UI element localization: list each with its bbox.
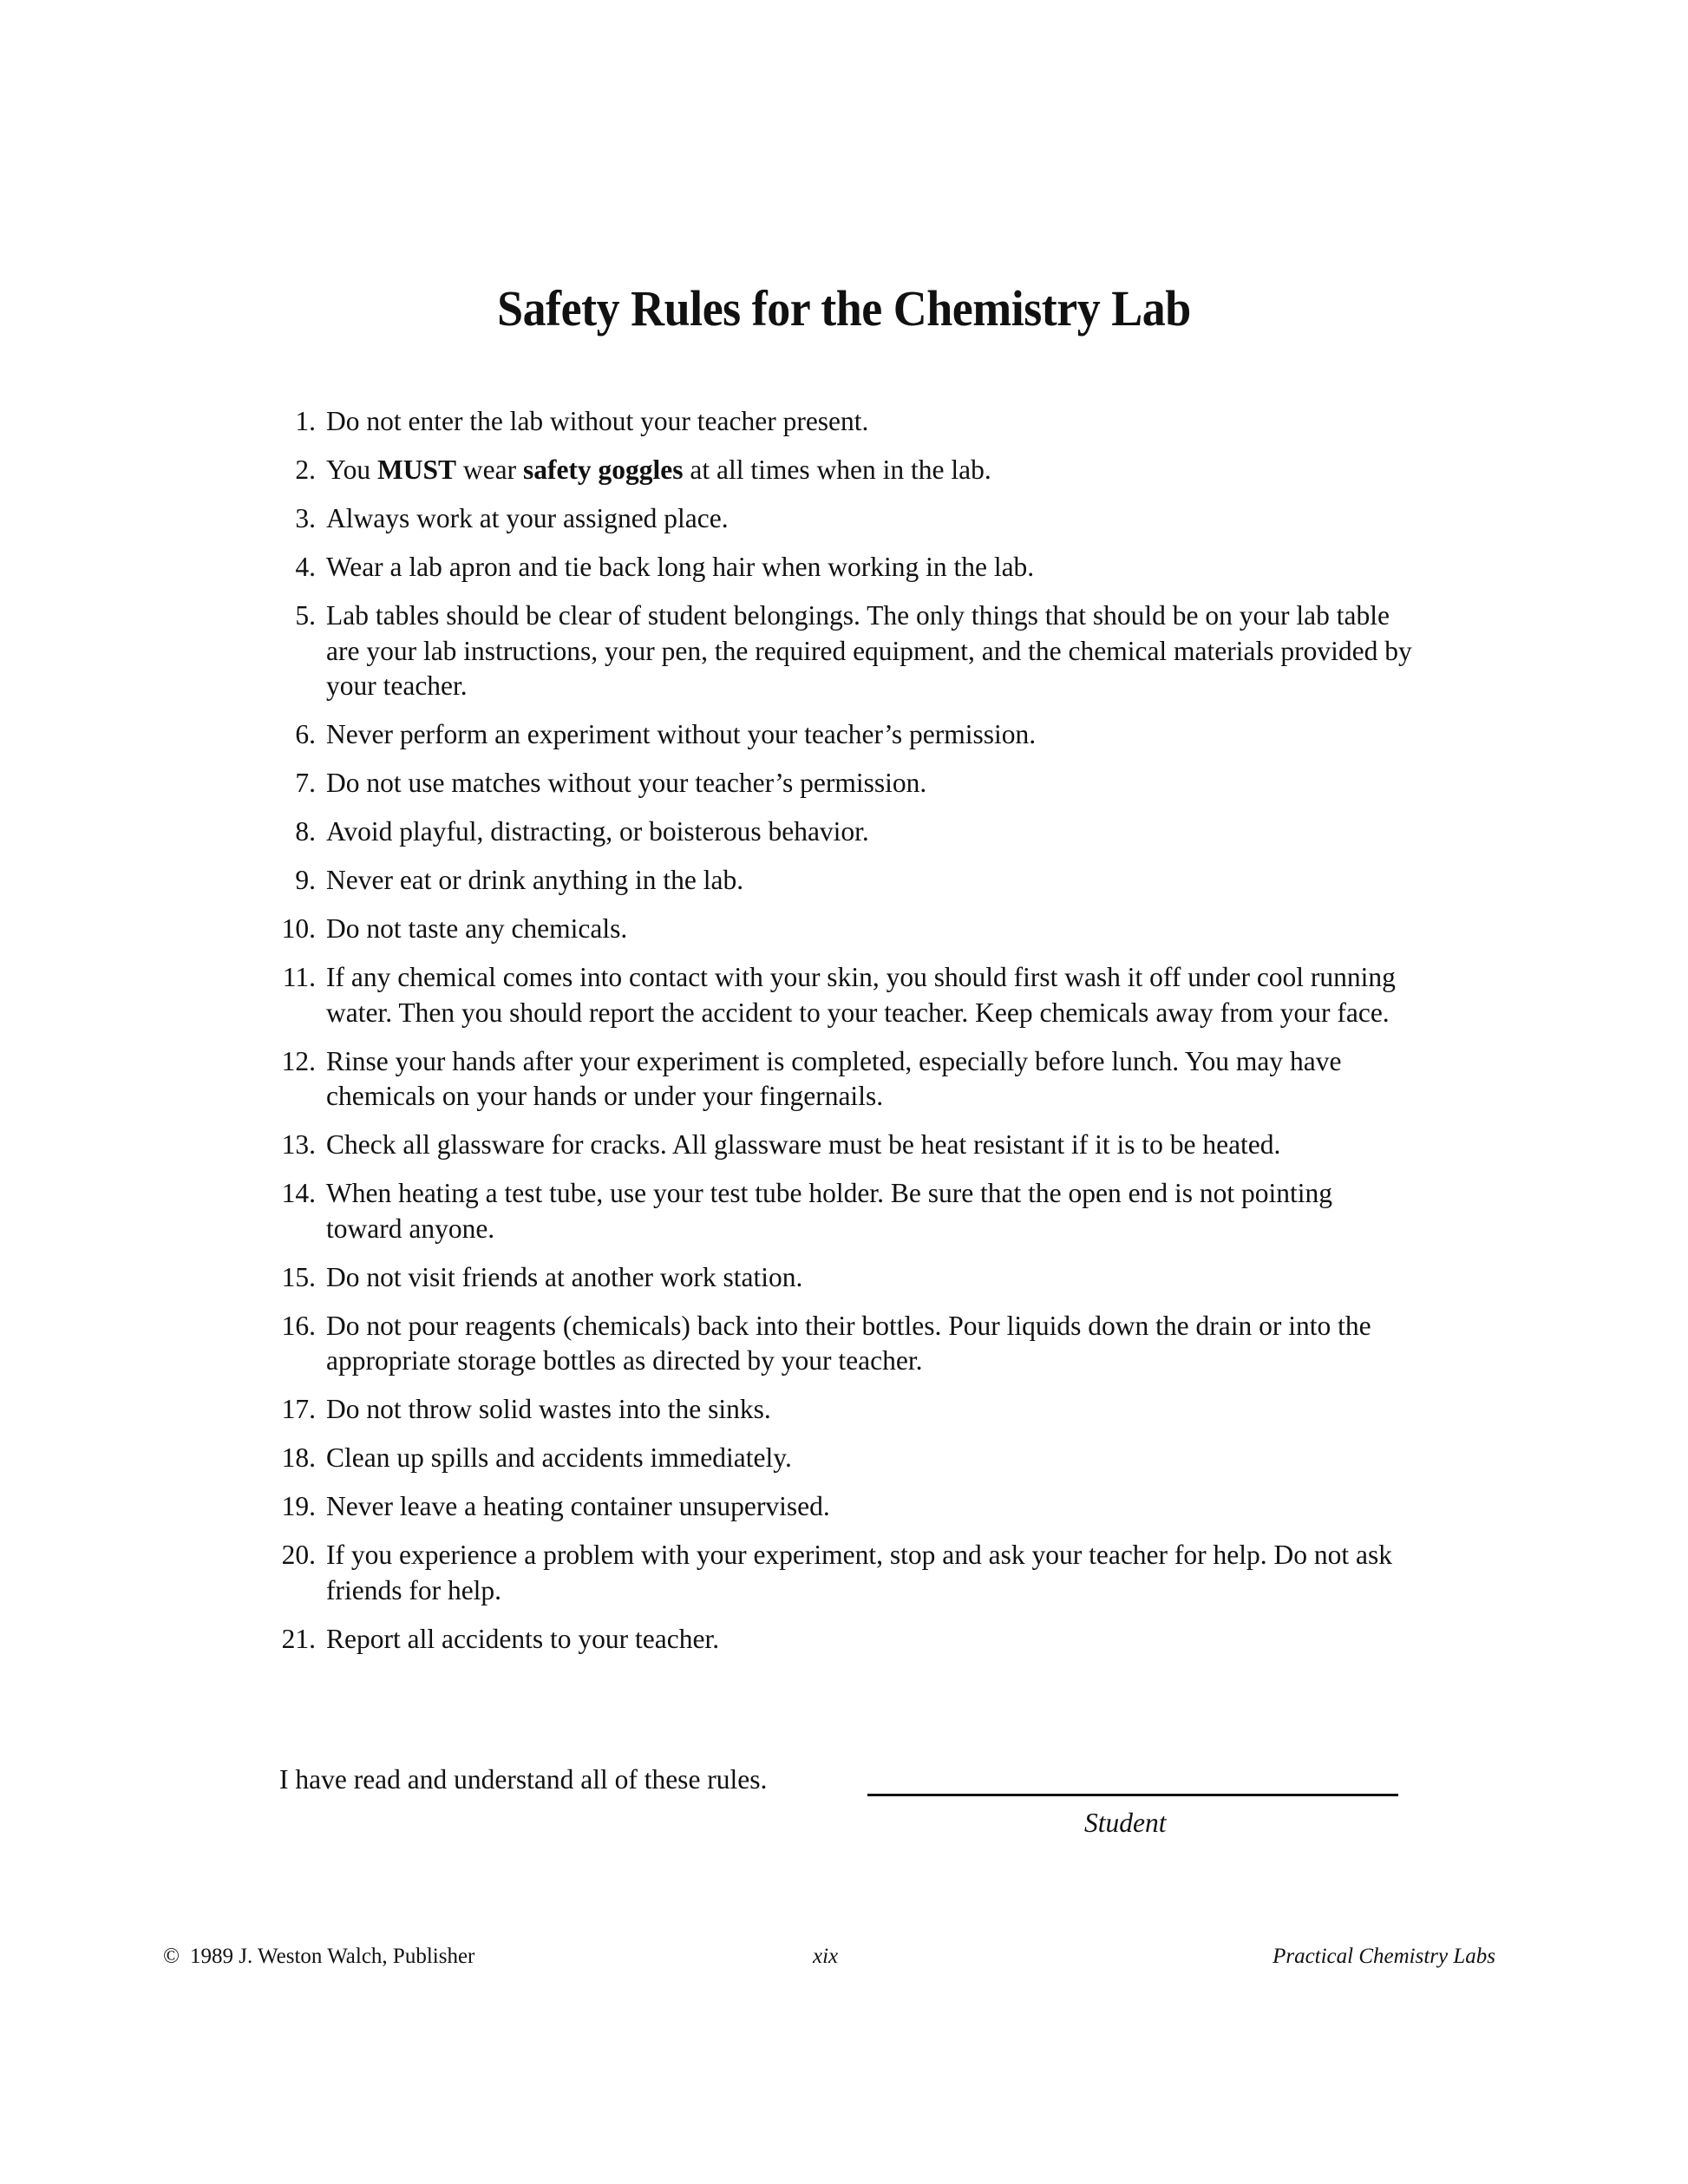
rule-item bbox=[276, 960, 1412, 1030]
rule-text bbox=[326, 1309, 1412, 1379]
rule-number: 15. bbox=[281, 1261, 316, 1292]
rule-text-segment: If any chemical comes into contact with your skin, you should first wash it off under cool running water. Then you should report the accident to your teacher. Keep chemicals away from your face. bbox=[326, 962, 1396, 1028]
rule-text bbox=[326, 717, 1412, 753]
rule-text bbox=[326, 1489, 1412, 1525]
rule-text bbox=[326, 863, 1412, 899]
rule-text-segment: Never leave a heating container unsupervised. bbox=[326, 1491, 830, 1521]
rule-text bbox=[326, 912, 1412, 947]
rule-number: 17. bbox=[281, 1394, 316, 1424]
rule-number: 20. bbox=[281, 1540, 316, 1570]
rule-text-segment: Avoid playful, distracting, or boisterous behavior. bbox=[326, 816, 869, 847]
signature-label: Student bbox=[1084, 1808, 1167, 1838]
page-footer bbox=[163, 1941, 1508, 1976]
rule-item bbox=[276, 1489, 1412, 1525]
rule-item bbox=[276, 1392, 1412, 1428]
rule-text bbox=[326, 1392, 1412, 1428]
rule-item bbox=[276, 404, 1412, 440]
signature-section bbox=[279, 1762, 1407, 1849]
rule-text-segment: When heating a test tube, use your test tube holder. Be sure that the open end is not pointing toward anyone. bbox=[326, 1178, 1332, 1244]
rule-text bbox=[326, 501, 1412, 537]
rule-text bbox=[326, 1128, 1412, 1163]
rule-item bbox=[276, 1260, 1412, 1296]
rule-emphasis: MUST bbox=[376, 454, 456, 485]
rule-text bbox=[326, 814, 1412, 850]
rule-text bbox=[326, 1622, 1412, 1658]
copyright-notice bbox=[163, 1941, 474, 1972]
rule-item bbox=[276, 863, 1412, 899]
rule-number: 1. bbox=[295, 406, 316, 436]
rule-text-segment: at all times when in the lab. bbox=[683, 454, 991, 485]
signature-line[interactable] bbox=[867, 1794, 1398, 1796]
rule-text-segment: Do not pour reagents (chemicals) back into their bottles. Pour liquids down the drain or into the appropriate storage bottles as directed by your teacher. bbox=[326, 1310, 1371, 1376]
page-number: xix bbox=[813, 1945, 839, 1968]
rule-text-segment: Do not throw solid wastes into the sinks. bbox=[326, 1394, 771, 1424]
rule-text-segment: Never eat or drink anything in the lab. bbox=[326, 865, 744, 895]
rule-text bbox=[326, 598, 1412, 704]
rule-emphasis: safety goggles bbox=[522, 454, 684, 485]
rule-text bbox=[326, 960, 1412, 1030]
acknowledgement-statement: I have read and understand all of these rules. bbox=[279, 1764, 768, 1795]
rule-item bbox=[276, 1538, 1412, 1608]
rule-text-segment: Do not visit friends at another work station. bbox=[326, 1261, 803, 1292]
rule-item bbox=[276, 550, 1412, 585]
rule-text-segment: Do not use matches without your teacher’s permission. bbox=[326, 768, 927, 798]
rule-text-segment: Clean up spills and accidents immediately. bbox=[326, 1442, 792, 1473]
rule-item bbox=[276, 1309, 1412, 1379]
rule-item bbox=[276, 912, 1412, 947]
rule-number: 9. bbox=[295, 865, 316, 895]
rule-number: 5. bbox=[295, 600, 316, 631]
rule-item bbox=[276, 814, 1412, 850]
rule-text bbox=[326, 1044, 1412, 1115]
rule-item bbox=[276, 598, 1412, 704]
rule-text bbox=[326, 1176, 1412, 1246]
book-title: Practical Chemistry Labs bbox=[1273, 1945, 1495, 1968]
page-title: Safety Rules for the Chemistry Lab bbox=[497, 280, 1191, 337]
rule-number: 7. bbox=[295, 768, 316, 798]
rule-item bbox=[276, 717, 1412, 753]
copyright-text: 1989 J. Weston Walch, Publisher bbox=[190, 1945, 475, 1968]
copyright-icon: © bbox=[163, 1945, 180, 1968]
rule-number: 11. bbox=[282, 962, 316, 992]
rule-text-segment: Wear a lab apron and tie back long hair when working in the lab. bbox=[326, 552, 1035, 582]
rule-text-segment: If you experience a problem with your experiment, stop and ask your teacher for help. Do not ask friends for help. bbox=[326, 1540, 1392, 1605]
rule-text bbox=[326, 1538, 1412, 1608]
rule-text bbox=[326, 453, 1412, 488]
rule-text-segment: Always work at your assigned place. bbox=[326, 503, 729, 533]
rule-number: 2. bbox=[295, 454, 316, 485]
rule-number: 21. bbox=[281, 1623, 316, 1654]
rule-number: 8. bbox=[295, 816, 316, 847]
rule-text bbox=[326, 550, 1412, 585]
rule-text-segment: Lab tables should be clear of student belongings. The only things that should be on your lab table are your lab instructions, your pen, the required equipment, and the chemical materials provided by your teacher. bbox=[326, 600, 1412, 701]
rule-text-segment: Do not taste any chemicals. bbox=[326, 913, 628, 944]
rules-list bbox=[276, 404, 1412, 1671]
rule-item bbox=[276, 501, 1412, 537]
rule-text-segment: Check all glassware for cracks. All glassware must be heat resistant if it is to be heated. bbox=[326, 1129, 1281, 1160]
rule-number: 10. bbox=[281, 913, 316, 944]
rule-number: 19. bbox=[281, 1491, 316, 1521]
rule-item bbox=[276, 1176, 1412, 1246]
rule-text-segment: wear bbox=[456, 454, 523, 485]
rule-number: 4. bbox=[295, 552, 316, 582]
rule-text bbox=[326, 766, 1412, 801]
rule-text-segment: Report all accidents to your teacher. bbox=[326, 1623, 720, 1654]
rule-item bbox=[276, 1622, 1412, 1658]
rule-number: 14. bbox=[281, 1178, 316, 1208]
rule-number: 3. bbox=[295, 503, 316, 533]
rule-text-segment: Rinse your hands after your experiment is completed, especially before lunch. You may have chemicals on your hands or under your fingernails. bbox=[326, 1045, 1342, 1111]
rule-item bbox=[276, 453, 1412, 488]
rule-number: 18. bbox=[281, 1442, 316, 1473]
rule-text-segment: Never perform an experiment without your teacher’s permission. bbox=[326, 719, 1037, 749]
rule-number: 13. bbox=[281, 1129, 316, 1160]
rule-text-segment: You bbox=[326, 454, 377, 485]
rule-text bbox=[326, 404, 1412, 440]
rule-item bbox=[276, 1441, 1412, 1476]
rule-number: 6. bbox=[295, 719, 316, 749]
rule-item bbox=[276, 1044, 1412, 1115]
rule-text bbox=[326, 1441, 1412, 1476]
rule-text-segment: Do not enter the lab without your teacher present. bbox=[326, 406, 869, 436]
rule-number: 12. bbox=[281, 1045, 316, 1076]
rule-number: 16. bbox=[281, 1310, 316, 1341]
rule-item bbox=[276, 766, 1412, 801]
rule-text bbox=[326, 1260, 1412, 1296]
rule-item bbox=[276, 1128, 1412, 1163]
